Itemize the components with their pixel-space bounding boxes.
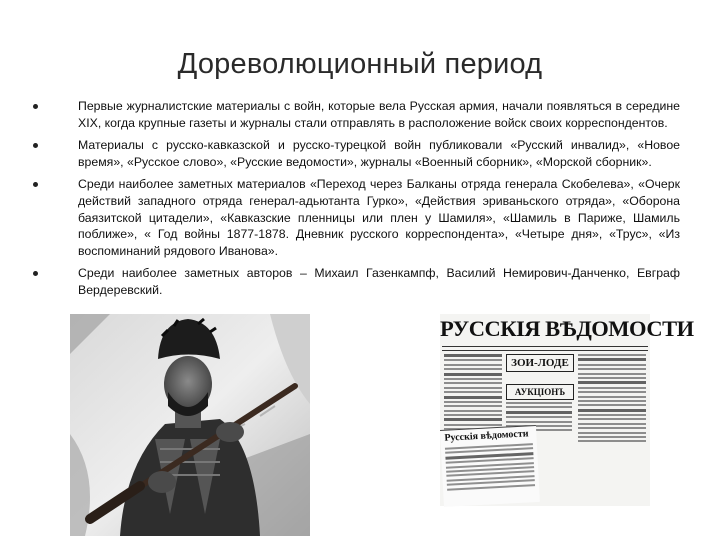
bullet-text: Первые журналистские материалы с войн, которые вела Русская армия, начали появляться в середине XIX, когда крупные газеты и журналы стали отправлять в расположение войск своих корреспондентов.: [78, 99, 680, 130]
soldier-photo: [70, 314, 310, 536]
newspaper-masthead: РУССКІЯ ВѢДОМОСТИ: [440, 316, 694, 341]
newspaper-lower-masthead: Русскія вѣдомости: [444, 428, 529, 444]
newspaper-ad-box: АУКЦІОНЪ: [506, 384, 574, 400]
bullet-list: [30, 98, 680, 305]
divider: [442, 350, 648, 351]
slide-title: Дореволюционный период: [177, 48, 543, 80]
overlapping-newspaper: [440, 425, 540, 507]
newspaper-column: [578, 354, 646, 504]
newspaper-image: [440, 314, 694, 506]
bullet-dot-icon: [33, 104, 38, 109]
bullet-dot-icon: [33, 143, 38, 148]
bullet-text: Среди наиболее заметных авторов – Михаил Газенкампф, Василий Немирович-Данченко, Евграф Вердеревский.: [78, 266, 680, 297]
bullet-item: [30, 98, 680, 131]
bullet-item: [30, 137, 680, 170]
bullet-text: Материалы с русско-кавказской и русско-турецкой войн публиковали «Русский инвалид», «Новое время», «Русское слово», «Русские ведомости», журналы «Военный сборник», «Морской сборник».: [78, 138, 680, 169]
bullet-dot-icon: [33, 182, 38, 187]
bullet-text: Среди наиболее заметных материалов «Переход через Балканы отряда генерала Скобелева», «Очерк действий западного отряда генерал-адьютанта Гурко», «Действия эриваньского отряда», «Оборона баязитской цитадели», «Кавказские пленницы или плен у Шамиля», «Шамиль в Париже, Шамиль поближе», « Год войны 1877-1878. Дневник русского корреспондента», «Четыре дня», «Трус», «Из воспоминаний рядового Иванова».: [78, 177, 680, 258]
newspaper-headline-box: ЗОИ-ЛОДЕ: [506, 354, 574, 372]
bullet-item: [30, 176, 680, 259]
divider: [442, 346, 648, 347]
bullet-dot-icon: [33, 271, 38, 276]
bullet-item: [30, 265, 680, 298]
